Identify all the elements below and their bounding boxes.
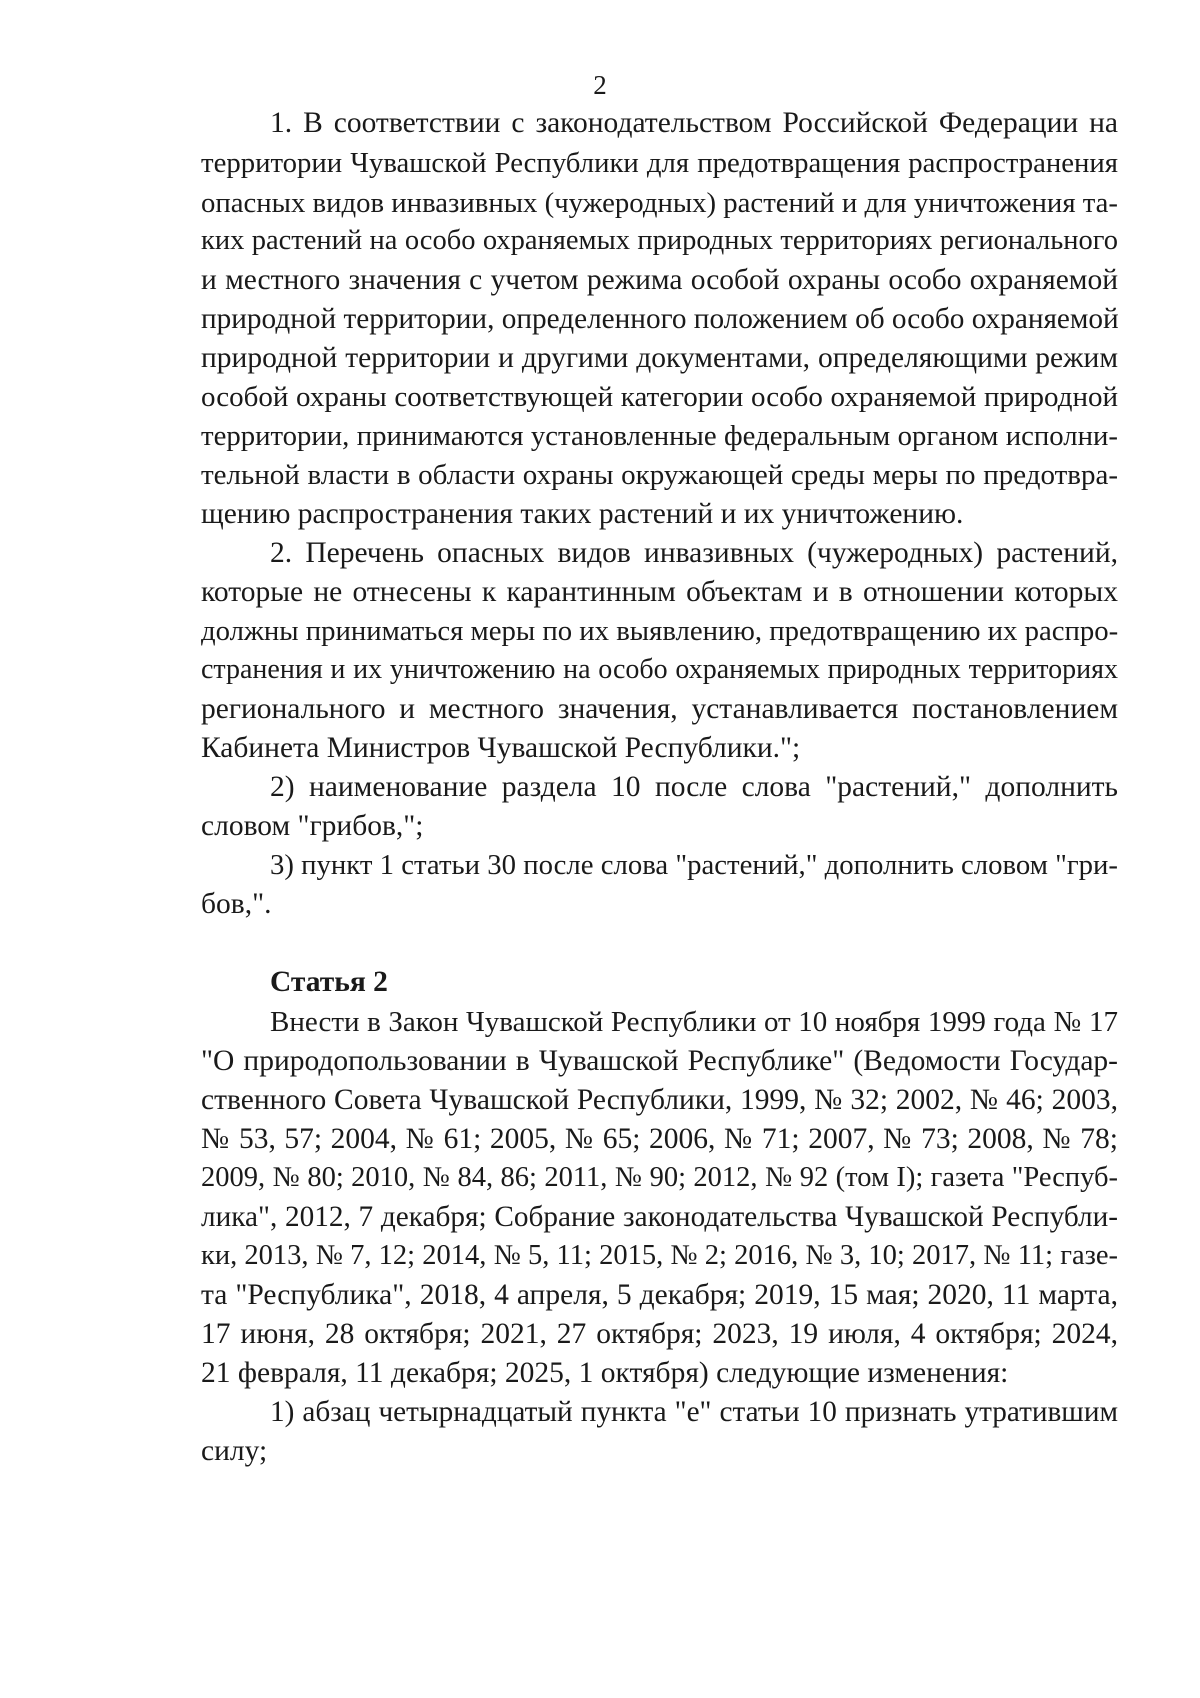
text-line: 1. В соответствии с законодательством Российской Федерации на	[270, 107, 1118, 139]
text-line: № 53, 57; 2004, № 61; 2005, № 65; 2006, № 71; 2007, № 73; 2008, № 78;	[201, 1123, 1118, 1155]
text-line: природной территории, определенного положением об особо охраняемой	[201, 303, 1119, 335]
text-line: бов,".	[201, 888, 272, 920]
page-number: 2	[593, 70, 607, 100]
text-line: странения и их уничтожению на особо охраняемых природных территориях	[201, 654, 1118, 685]
text-line: природной территории и другими документами, определяющими режим	[201, 342, 1118, 374]
text-line: словом "грибов,";	[201, 810, 424, 842]
text-line: силу;	[201, 1435, 268, 1467]
text-line: ких растений на особо охраняемых природных территориях регионального	[201, 225, 1118, 256]
text-line: 2. Перечень опасных видов инвазивных (чужеродных) растений,	[270, 537, 1118, 569]
text-line: 2009, № 80; 2010, № 84, 86; 2011, № 90; 2012, № 92 (том I); газета "Респуб-	[201, 1162, 1118, 1193]
text-line: регионального и местного значения, устанавливается постановлением	[201, 693, 1118, 725]
text-line: которые не отнесены к карантинным объектам и в отношении которых	[201, 576, 1118, 608]
text-line: лика", 2012, 7 декабря; Собрание законодательства Чувашской Республи-	[201, 1201, 1118, 1233]
text-line: Кабинета Министров Чувашской Республики.";	[201, 732, 801, 764]
text-line: 1) абзац четырнадцатый пункта "е" статьи 10 признать утратившим	[270, 1396, 1118, 1428]
text-line: ки, 2013, № 7, 12; 2014, № 5, 11; 2015, № 2; 2016, № 3, 10; 2017, № 11; газе-	[201, 1240, 1118, 1271]
text-line: 2) наименование раздела 10 после слова "растений," дополнить	[270, 771, 1118, 803]
text-line: "О природопользовании в Чувашской Республике" (Ведомости Государ-	[201, 1045, 1118, 1077]
text-line: ственного Совета Чувашской Республики, 1999, № 32; 2002, № 46; 2003,	[201, 1084, 1118, 1116]
text-line: Внести в Закон Чувашской Республики от 10 ноября 1999 года № 17	[270, 1006, 1118, 1038]
text-line: та "Республика", 2018, 4 апреля, 5 декабря; 2019, 15 мая; 2020, 11 марта,	[201, 1279, 1118, 1311]
text-line: 3) пункт 1 статьи 30 после слова "растений," дополнить словом "гри-	[270, 849, 1118, 881]
article-heading: Статья 2	[270, 966, 388, 998]
text-line: должны приниматься меры по их выявлению, предотвращению их распро-	[201, 615, 1119, 647]
text-line: особой охраны соответствующей категории особо охраняемой природной	[201, 381, 1118, 413]
text-line: щению распространения таких растений и их уничтожению.	[201, 498, 964, 530]
text-line: и местного значения с учетом режима особой охраны особо охраняемой	[201, 264, 1118, 296]
text-line: территории, принимаются установленные федеральным органом исполни-	[201, 420, 1118, 452]
text-line: тельной власти в области охраны окружающей среды меры по предотвра-	[201, 459, 1118, 491]
text-line: 21 февраля, 11 декабря; 2025, 1 октября) следующие изменения:	[201, 1357, 1009, 1389]
text-line: территории Чувашской Республики для предотвращения распространения	[201, 147, 1118, 179]
text-line: 17 июня, 28 октября; 2021, 27 октября; 2023, 19 июля, 4 октября; 2024,	[201, 1318, 1118, 1350]
text-line: опасных видов инвазивных (чужеродных) растений и для уничтожения та-	[201, 187, 1118, 219]
